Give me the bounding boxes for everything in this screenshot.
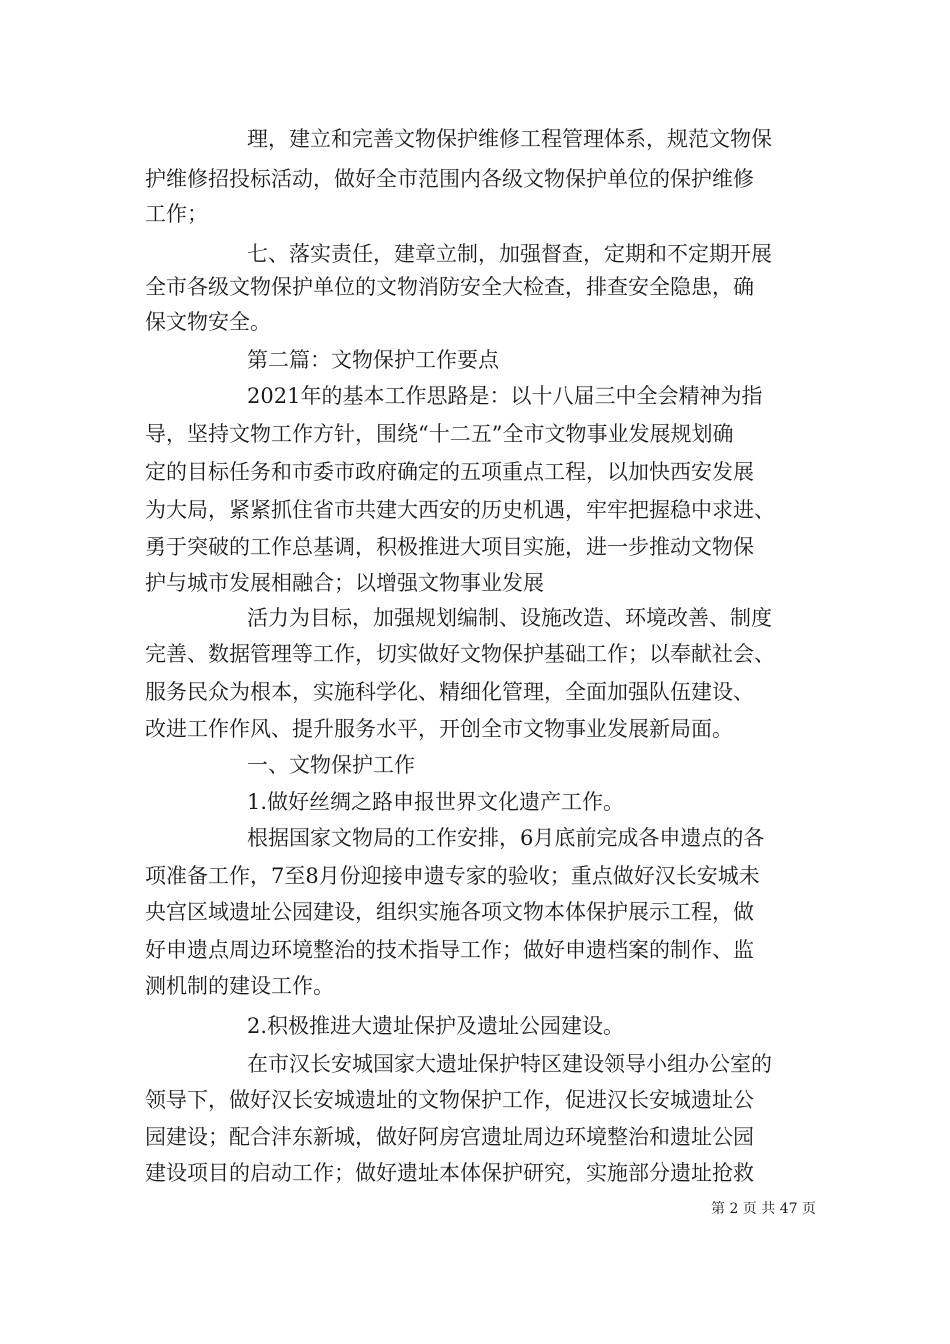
text-line: 好申遗点周边环境整治的技术指导工作；做好申遗档案的制作、监 xyxy=(145,938,754,962)
text-line: 建设项目的启动工作；做好遗址本体保护研究，实施部分遗址抢救 xyxy=(145,1161,754,1185)
page-number-footer: 第 2 页 共 47 页 xyxy=(711,1201,816,1217)
text-line: 护与城市发展相融合；以增强文物事业发展 xyxy=(145,571,544,595)
text-line: 保文物安全。 xyxy=(145,310,271,334)
text-line: 工作； xyxy=(145,202,208,226)
text-line: 央宫区域遗址公园建设，组织实施各项文物本体保护展示工程，做 xyxy=(145,900,754,924)
section-heading: 第二篇：文物保护工作要点 xyxy=(247,348,499,372)
text-line: 在市汉长安城国家大遗址保护特区建设领导小组办公室的 xyxy=(247,1052,772,1076)
text-line: 为大局，紧紧抓住省市共建大西安的历史机遇，牢牢把握稳中求进、 xyxy=(145,498,775,522)
text-line: 七、落实责任，建章立制，加强督查，定期和不定期开展 xyxy=(247,242,772,266)
text-line: 改进工作作风、提升服务水平，开创全市文物事业发展新局面。 xyxy=(145,717,733,741)
text-line: 2021年的基本工作思路是：以十八届三中全会精神为指 xyxy=(247,384,763,408)
text-line: 护维修招投标活动，做好全市范围内各级文物保护单位的保护维修 xyxy=(145,167,754,191)
text-line: 服务民众为根本，实施科学化、精细化管理，全面加强队伍建设、 xyxy=(145,680,754,704)
text-line: 活力为目标，加强规划编制、设施改造、环境改善、制度 xyxy=(247,606,772,630)
section-heading: 一、文物保护工作 xyxy=(247,753,415,777)
text-line: 完善、数据管理等工作，切实做好文物保护基础工作；以奉献社会、 xyxy=(145,642,775,666)
subsection-heading: 1.做好丝绸之路申报世界文化遗产工作。 xyxy=(247,790,625,814)
text-line: 导，坚持文物工作方针，围绕“十二五”全市文物事业发展规划确 xyxy=(145,422,734,446)
text-line: 理，建立和完善文物保护维修工程管理体系，规范文物保 xyxy=(247,127,772,151)
text-line: 勇于突破的工作总基调，积极推进大项目实施，进一步推动文物保 xyxy=(145,535,754,559)
text-line: 领导下，做好汉长安城遗址的文物保护工作，促进汉长安城遗址公 xyxy=(145,1088,754,1112)
text-line: 测机制的建设工作。 xyxy=(145,974,334,998)
subsection-heading: 2.积极推进大遗址保护及遗址公园建设。 xyxy=(247,1014,625,1038)
text-line: 定的目标任务和市委市政府确定的五项重点工程，以加快西安发展 xyxy=(145,460,754,484)
text-line: 项准备工作，7至8月份迎接申遗专家的验收；重点做好汉长安城未 xyxy=(145,864,760,888)
text-line: 园建设；配合沣东新城，做好阿房宫遗址周边环境整治和遗址公园 xyxy=(145,1125,754,1149)
text-line: 全市各级文物保护单位的文物消防安全大检查，排查安全隐患，确 xyxy=(145,275,754,299)
text-line: 根据国家文物局的工作安排，6月底前完成各申遗点的各 xyxy=(247,826,765,850)
